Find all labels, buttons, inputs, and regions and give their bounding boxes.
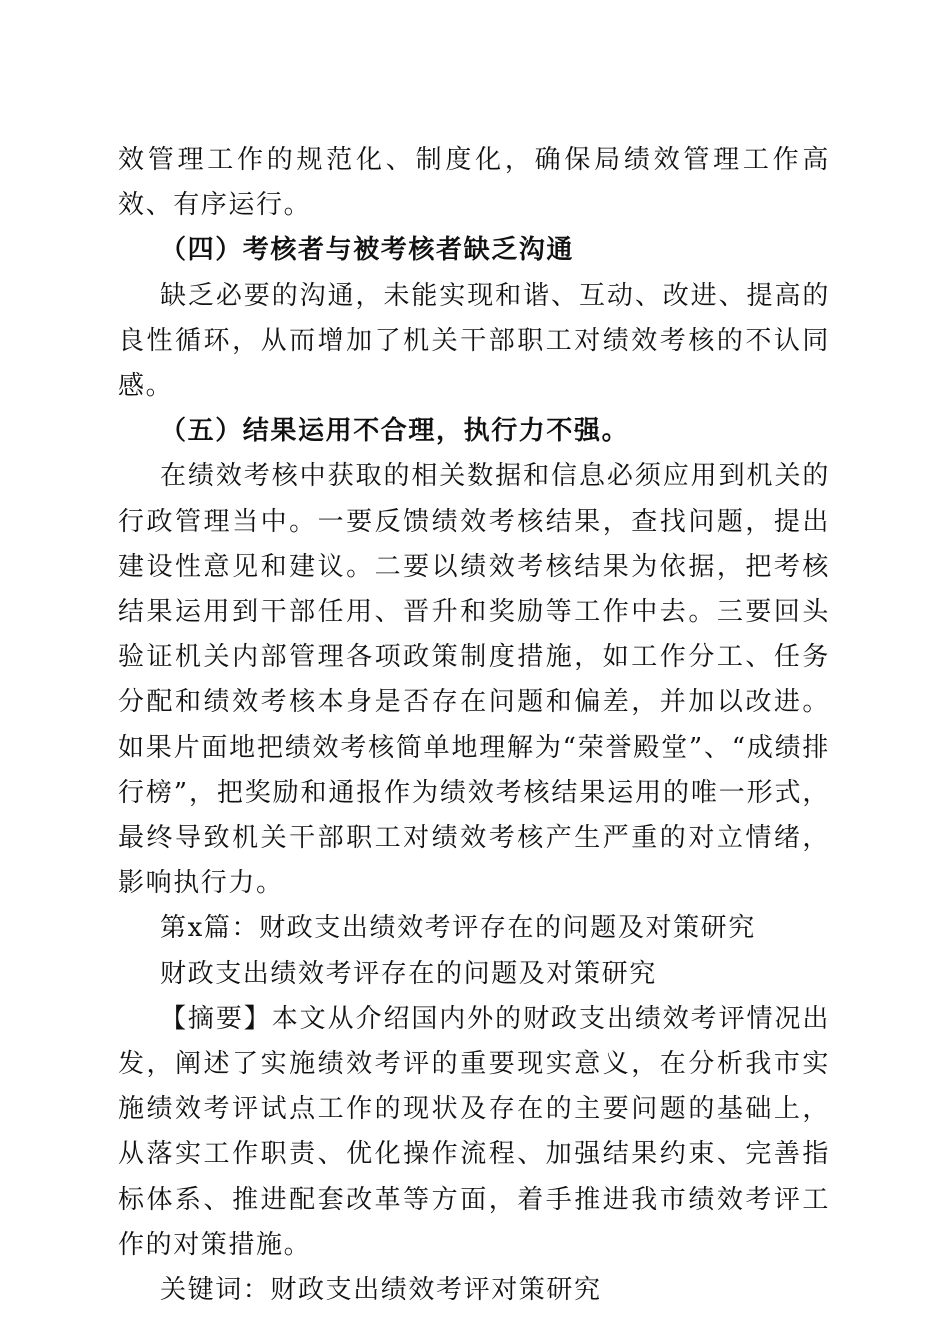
section-heading-4: （四）考核者与被考核者缺乏沟通 (160, 235, 575, 266)
section-heading-5: （五）结果运用不合理，执行力不强。 (160, 416, 630, 447)
document-page (118, 138, 830, 1313)
article-title-line: 第x篇：财政支出绩效考评存在的问题及对策研究 (160, 913, 756, 944)
body-paragraph-results: 在绩效考核中获取的相关数据和信息必须应用到机关的行政管理当中。一要反馈绩效考核结果，查找问题，提出建设性意见和建议。二要以绩效考核结果为依据，把考核结果运用到干部任用、晋升和奖励等工作中去。三要回头验证机关内部管理各项政策制度措施，如工作分工、任务分配和绩效考核本身是否存在问题和偏差，并加以改进。如果片面地把绩效考核简单地理解为“荣誉殿堂”、“成绩排行榜”，把奖励和通报作为绩效考核结果运用的唯一形式，最终导致机关干部职工对绩效考核产生严重的对立情绪，影响执行力。 (118, 461, 830, 899)
body-paragraph-communication: 缺乏必要的沟通，未能实现和谐、互动、改进、提高的良性循环，从而增加了机关干部职工对绩效考核的不认同感。 (118, 280, 830, 402)
abstract-paragraph: 【摘要】本文从介绍国内外的财政支出绩效考评情况出发，阐述了实施绩效考评的重要现实意义，在分析我市实施绩效考评试点工作的现状及存在的主要问题的基础上，从落实工作职责、优化操作流程、加强结果约束、完善指标体系、推进配套改革等方面，着手推进我市绩效考评工作的对策措施。 (118, 1003, 830, 1260)
keywords-line: 关键词：财政支出绩效考评对策研究 (160, 1275, 602, 1306)
body-paragraph-continued: 效管理工作的规范化、制度化，确保局绩效管理工作高效、有序运行。 (118, 145, 830, 221)
article-subtitle-line: 财政支出绩效考评存在的问题及对策研究 (160, 958, 657, 989)
